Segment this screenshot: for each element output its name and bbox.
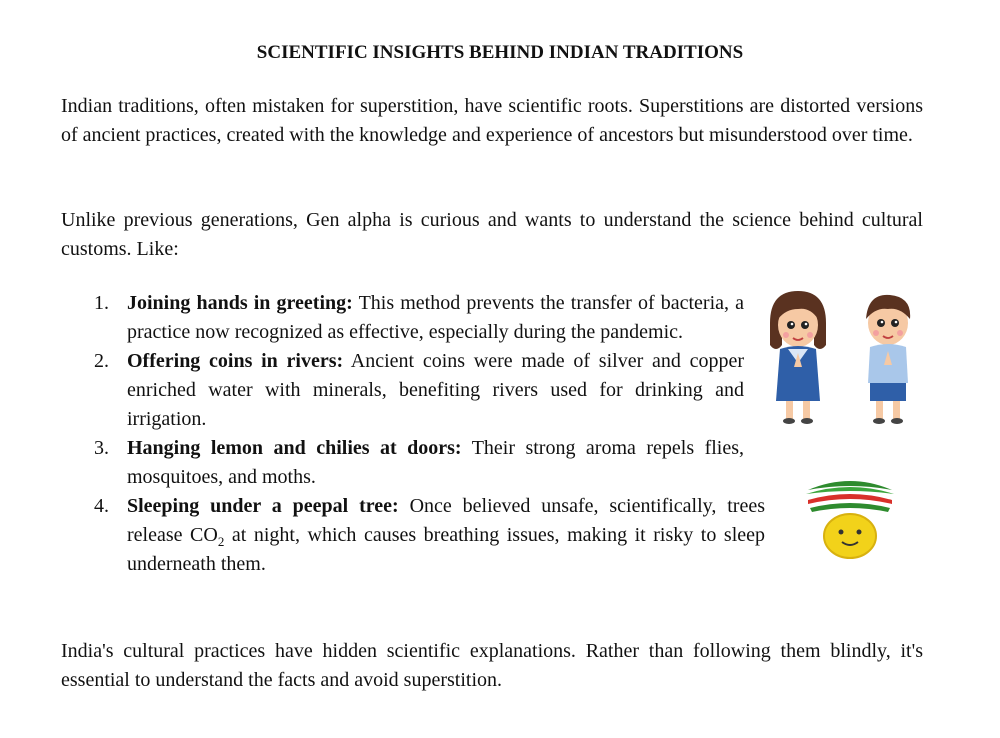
list-item-text: Their strong aroma repels flies, mosquitoes, and moths. <box>127 437 745 488</box>
list-item-term: Joining hands in greeting: <box>127 292 353 314</box>
namaste-children-icon <box>760 283 930 433</box>
list-item <box>90 434 744 492</box>
list-item <box>90 289 744 347</box>
intro-paragraph: Indian traditions, often mistaken for superstition, have scientific roots. Superstitions are distorted versions of ancient practices, created with the knowledge and experience of ancestors but misunderstood over time. <box>61 95 923 146</box>
lead-paragraph: Unlike previous generations, Gen alpha is curious and wants to understand the science behind cultural customs. Like: <box>61 209 923 260</box>
conclusion-paragraph: India's cultural practices have hidden scientific explanations. Rather than following them blindly, it's essential to understand the facts and avoid superstition. <box>61 640 923 691</box>
list-item-term: Hanging lemon and chilies at doors: <box>127 437 462 459</box>
list-number: 2. <box>94 350 109 372</box>
list-number: 3. <box>94 437 109 459</box>
list-item <box>90 347 744 434</box>
page-title: SCIENTIFIC INSIGHTS BEHIND INDIAN TRADITIONS <box>256 42 744 63</box>
lemon-chilies-icon <box>800 470 900 565</box>
list-item-term: Offering coins in rivers: <box>127 350 344 372</box>
list-number: 1. <box>94 292 109 314</box>
boy-figure <box>866 295 910 424</box>
list-item <box>90 492 765 579</box>
list-item-term: Sleeping under a peepal tree: <box>127 495 399 517</box>
list-item-text: This method prevents the transfer of bacteria, a practice now recognized as effective, especially during the pandemic. <box>127 292 745 343</box>
traditions-list <box>90 289 765 579</box>
list-item-text: Once believed unsafe, scientifically, trees release $CO_2$ at night, which causes breathing issues, making it risky to sleep underneath them. <box>127 495 766 575</box>
girl-figure <box>770 291 826 424</box>
list-item-text: Ancient coins were made of silver and copper enriched water with minerals, benefiting rivers used for drinking and irrigation. <box>127 350 744 430</box>
list-number: 4. <box>94 495 109 517</box>
